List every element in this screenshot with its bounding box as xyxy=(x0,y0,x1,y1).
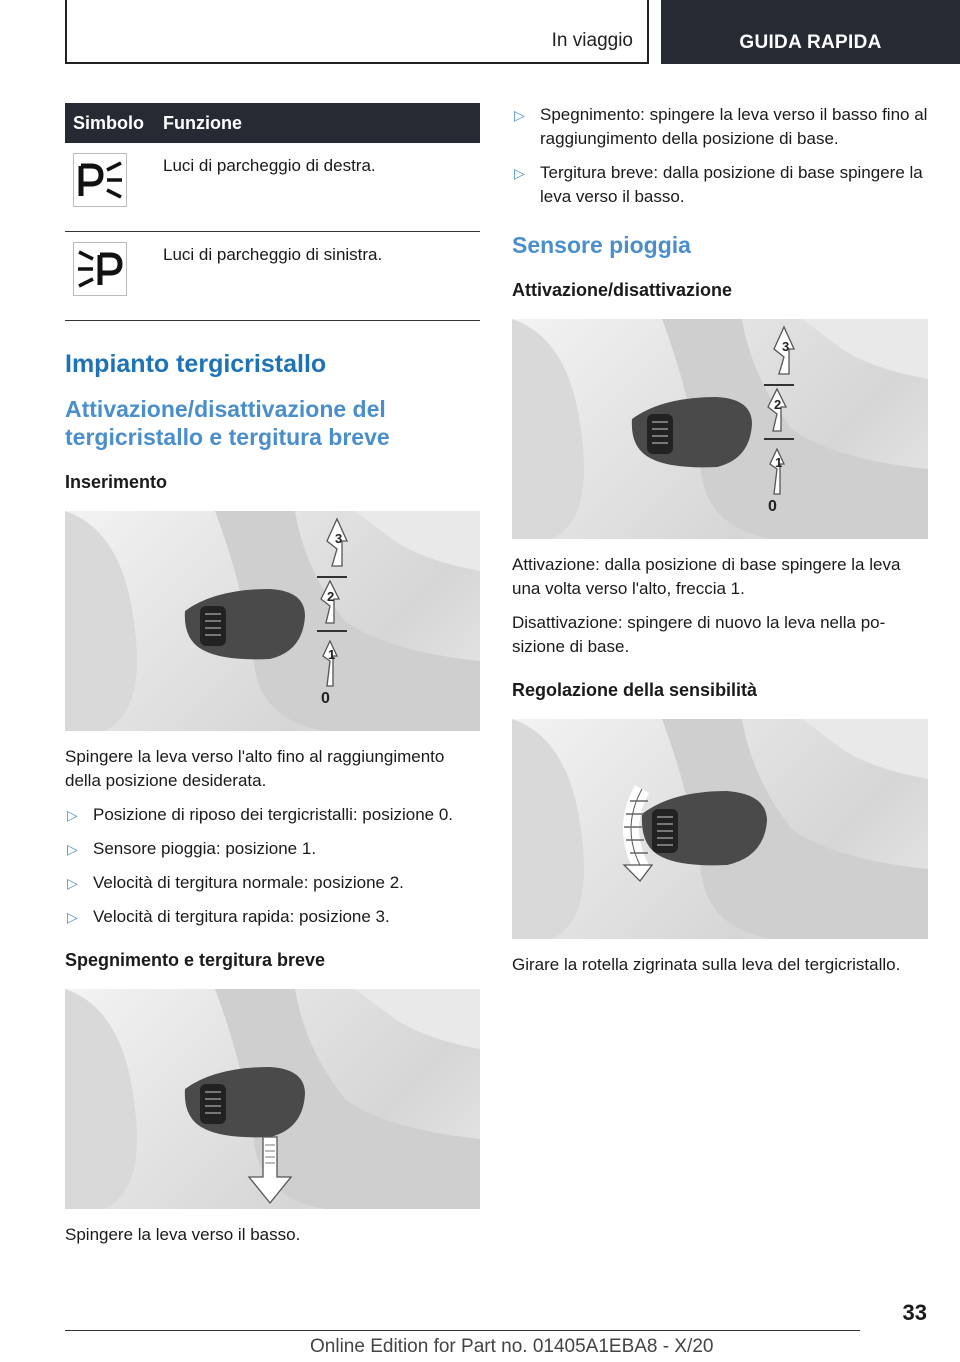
figure-label: 2 xyxy=(774,397,782,412)
arrow-bullet-icon: ▷ xyxy=(67,909,78,925)
table-row xyxy=(65,232,480,321)
figure-label: 2 xyxy=(327,589,335,604)
sensor-heading: Sensore pioggia xyxy=(512,232,691,258)
header-left-box xyxy=(65,0,649,64)
list-item: ▷ Spegnimento: spingere la leva verso il basso fino al raggiungimento della posizione di base. xyxy=(514,105,928,148)
regolazione-heading: Regolazione della sensibilità xyxy=(512,680,758,700)
function-text: Luci di parcheggio di sinistra. xyxy=(163,232,480,321)
parking-light-right-icon xyxy=(73,153,127,207)
figure-label: 3 xyxy=(335,531,343,546)
wiper-lever-down-figure xyxy=(65,989,480,1209)
spegnimento-heading: Spegnimento e tergitura breve xyxy=(65,950,326,970)
function-text: Luci di parcheggio di destra. xyxy=(163,143,480,232)
sensitivity-wheel-figure xyxy=(512,719,928,939)
table-row xyxy=(65,143,480,232)
list-item: ▷ Sensore pioggia: posizione 1. xyxy=(65,837,480,861)
arrow-bullet-icon: ▷ xyxy=(514,165,525,181)
inserimento-text: Spingere la leva verso l'alto fino al raggiungimento della posizione desiderata. xyxy=(65,747,445,790)
footer-divider xyxy=(65,1330,860,1331)
right-column xyxy=(512,103,928,987)
figure-label: 1 xyxy=(775,455,783,470)
figure-label: 3 xyxy=(782,339,790,354)
chapter-tab xyxy=(661,0,960,64)
subsection-heading: Attivazione/disattivazione del tergicristallo e tergitura breve xyxy=(65,396,390,450)
list-item: ▷ Velocità di tergitura rapida: posizione 3. xyxy=(65,905,480,929)
page-number: 33 xyxy=(902,1300,927,1325)
figure-label: 0 xyxy=(768,498,777,515)
attivazione-heading: Attivazione/disattivazione xyxy=(512,280,733,300)
figure-label: 1 xyxy=(328,647,336,662)
chapter-title: GUIDA RAPIDA xyxy=(739,32,882,53)
figure-label: 0 xyxy=(321,690,330,707)
list-item: ▷ Tergitura breve: dalla posizione di base spingere la leva verso il basso. xyxy=(514,163,923,206)
disattivazione-text: Disattivazione: spingere di nuovo la leva nella posizione di base. xyxy=(512,613,886,656)
position-list xyxy=(65,803,480,929)
arrow-bullet-icon: ▷ xyxy=(67,807,78,823)
arrow-bullet-icon: ▷ xyxy=(67,875,78,891)
section-title: In viaggio xyxy=(551,30,633,51)
attivazione-text: Attivazione: dalla posizione di base spingere la leva una volta verso l'alto, freccia 1. xyxy=(512,555,901,598)
inserimento-heading: Inserimento xyxy=(65,472,168,492)
section-heading: Impianto tergicristallo xyxy=(65,350,327,378)
arrow-bullet-icon: ▷ xyxy=(514,107,525,123)
parking-light-left-icon xyxy=(73,242,127,296)
list-item: ▷ Posizione di riposo dei tergicristalli: posizione 0. xyxy=(65,803,480,827)
rain-sensor-figure xyxy=(512,319,928,539)
left-column xyxy=(65,103,480,1257)
symbol-table xyxy=(65,103,480,321)
col-function-header: Funzione xyxy=(163,103,480,143)
list-item: ▷ Velocità di tergitura normale: posizione 2. xyxy=(65,871,480,895)
wiper-lever-up-figure xyxy=(65,511,480,731)
spegnimento-text: Spingere la leva verso il basso. xyxy=(65,1225,301,1244)
regolazione-text: Girare la rotella zigrinata sulla leva del tergicristallo. xyxy=(512,955,901,974)
arrow-bullet-icon: ▷ xyxy=(67,841,78,857)
spegnimento-list xyxy=(512,103,928,209)
col-symbol-header: Simbolo xyxy=(65,103,163,143)
footer-edition: Online Edition for Part no. 01405A1EBA8 - X/20 xyxy=(310,1336,714,1357)
